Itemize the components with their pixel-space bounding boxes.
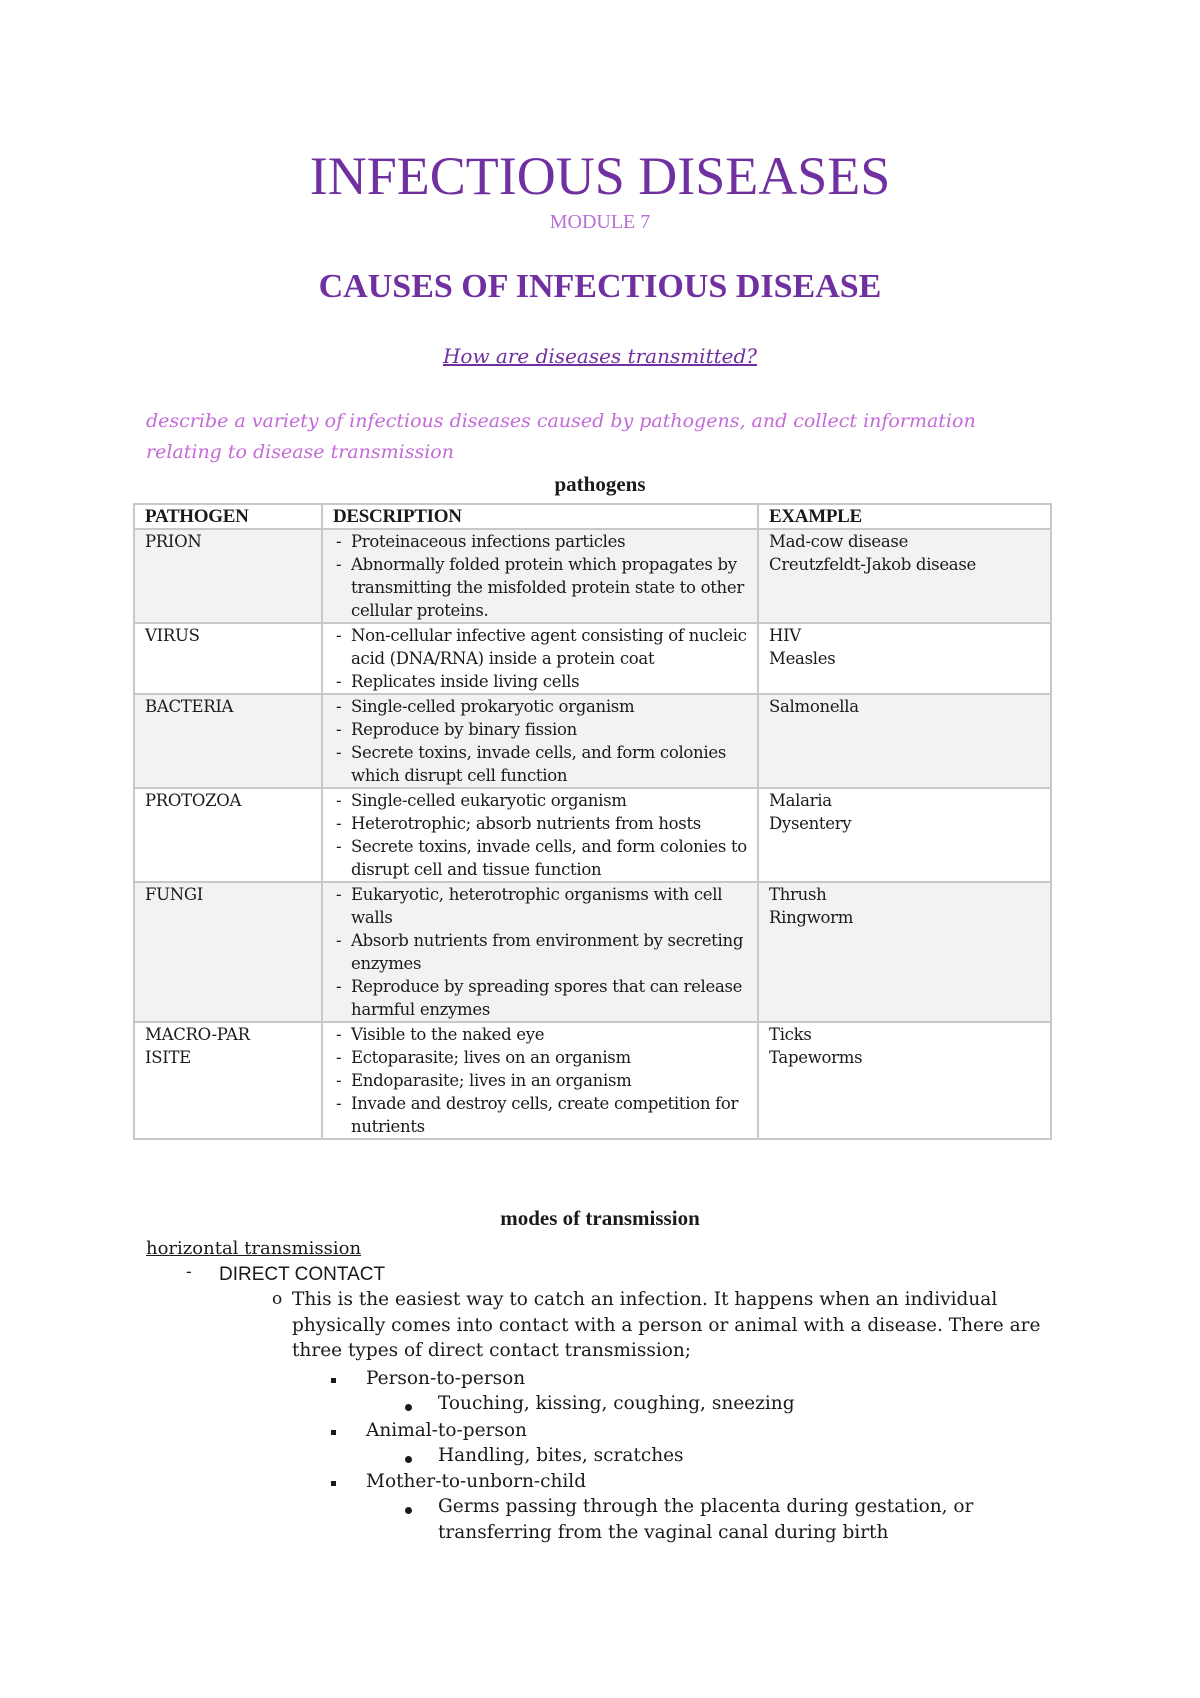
pathogen-name-cell: FUNGI	[134, 882, 322, 1022]
description-item: - Proteinaceous infections particles	[333, 530, 757, 553]
direct-contact-label: DIRECT CONTACT	[219, 1264, 386, 1285]
example-item: Thrush	[769, 885, 827, 904]
example-item: Creutzfeldt-Jakob disease	[769, 555, 976, 574]
pathogen-name-cell: PROTOZOA	[134, 788, 322, 882]
description-item: - Single-celled eukaryotic organism	[333, 789, 757, 812]
header-example: EXAMPLE	[758, 504, 1051, 529]
round-bullet	[405, 1404, 412, 1411]
example-item: Salmonella	[769, 697, 859, 716]
square-bullet	[331, 1481, 336, 1486]
header-description: DESCRIPTION	[322, 504, 758, 529]
example-cell	[758, 788, 1051, 882]
description-cell	[322, 1022, 758, 1139]
round-bullet	[405, 1456, 412, 1463]
table-row	[134, 623, 1051, 694]
description-item: - Reproduce by binary fission	[333, 718, 757, 741]
example-cell	[758, 623, 1051, 694]
description-item: - Absorb nutrients from environment by secreting enzymes	[333, 929, 757, 975]
contact-type-examples: Germs passing through the placenta during gestation, or transferring from the vaginal canal during birth	[438, 1496, 974, 1543]
description-item: - Non-cellular infective agent consisting of nucleic acid (DNA/RNA) inside a protein coat	[333, 624, 757, 670]
inquiry-question: How are diseases transmitted?	[442, 344, 758, 368]
table-row	[134, 529, 1051, 623]
table-row	[134, 788, 1051, 882]
square-bullet	[331, 1430, 336, 1435]
example-item: Ticks	[769, 1025, 812, 1044]
modes-heading: modes of transmission	[500, 1206, 700, 1230]
contact-type-label: Person-to-person	[366, 1368, 526, 1389]
example-cell	[758, 694, 1051, 788]
description-list	[333, 624, 757, 693]
horizontal-transmission-label: horizontal transmission	[146, 1238, 362, 1259]
circle-bullet: o	[272, 1289, 283, 1309]
syllabus-outcome: describe a variety of infectious diseases caused by pathogens, and collect information relating to disease transmission	[146, 410, 976, 463]
description-item: - Secrete toxins, invade cells, and form colonies to disrupt cell and tissue function	[333, 835, 757, 881]
description-list	[333, 883, 757, 1021]
pathogen-table-body	[134, 529, 1051, 1139]
description-item: - Eukaryotic, heterotrophic organisms with cell walls	[333, 883, 757, 929]
pathogen-table	[133, 503, 1052, 1140]
example-cell	[758, 529, 1051, 623]
contact-type-examples: Touching, kissing, coughing, sneezing	[438, 1393, 795, 1414]
table-header-row	[134, 504, 1051, 529]
description-item: - Single-celled prokaryotic organism	[333, 695, 757, 718]
description-list	[333, 789, 757, 881]
description-item: - Heterotrophic; absorb nutrients from hosts	[333, 812, 757, 835]
description-item: - Abnormally folded protein which propagates by transmitting the misfolded protein state to other cellular proteins.	[333, 553, 757, 622]
description-item: - Invade and destroy cells, create competition for nutrients	[333, 1092, 757, 1138]
example-item: Measles	[769, 649, 836, 668]
table-row	[134, 1022, 1051, 1139]
description-cell	[322, 694, 758, 788]
dash-bullet: -	[186, 1262, 192, 1282]
example-cell	[758, 882, 1051, 1022]
contact-type-label: Mother-to-unborn-child	[366, 1471, 587, 1492]
example-item: Malaria	[769, 791, 832, 810]
table-caption: pathogens	[554, 472, 646, 496]
example-cell	[758, 1022, 1051, 1139]
description-item: - Reproduce by spreading spores that can release harmful enzymes	[333, 975, 757, 1021]
example-item: Mad-cow disease	[769, 532, 909, 551]
pathogen-name-cell: PRION	[134, 529, 322, 623]
description-item: - Endoparasite; lives in an organism	[333, 1069, 757, 1092]
description-list	[333, 1023, 757, 1138]
section-heading: CAUSES OF INFECTIOUS DISEASE	[318, 268, 882, 305]
description-list	[333, 695, 757, 787]
description-cell	[322, 788, 758, 882]
description-cell	[322, 529, 758, 623]
contact-type-label: Animal-to-person	[366, 1420, 527, 1441]
table-row	[134, 882, 1051, 1022]
example-item: Tapeworms	[769, 1048, 863, 1067]
example-item: Dysentery	[769, 814, 852, 833]
pathogen-name-cell: MACRO-PARISITE	[134, 1022, 322, 1139]
pathogen-name-cell: VIRUS	[134, 623, 322, 694]
square-bullet	[331, 1378, 336, 1383]
description-cell	[322, 623, 758, 694]
document-title: INFECTIOUS DISEASES	[309, 146, 891, 206]
table-row	[134, 694, 1051, 788]
description-item: - Replicates inside living cells	[333, 670, 757, 693]
header-pathogen: PATHOGEN	[134, 504, 322, 529]
description-cell	[322, 882, 758, 1022]
module-subtitle: MODULE 7	[549, 211, 651, 233]
description-item: - Ectoparasite; lives on an organism	[333, 1046, 757, 1069]
pathogen-name-cell: BACTERIA	[134, 694, 322, 788]
direct-contact-description: This is the easiest way to catch an infection. It happens when an individual physically comes into contact with a person or animal with a disease. There are three types of direct contact transmission;	[292, 1289, 1041, 1361]
description-list	[333, 530, 757, 622]
example-item: Ringworm	[769, 908, 854, 927]
round-bullet	[405, 1507, 412, 1514]
example-item: HIV	[769, 626, 801, 645]
description-item: - Visible to the naked eye	[333, 1023, 757, 1046]
description-item: - Secrete toxins, invade cells, and form colonies which disrupt cell function	[333, 741, 757, 787]
contact-type-examples: Handling, bites, scratches	[438, 1445, 684, 1466]
